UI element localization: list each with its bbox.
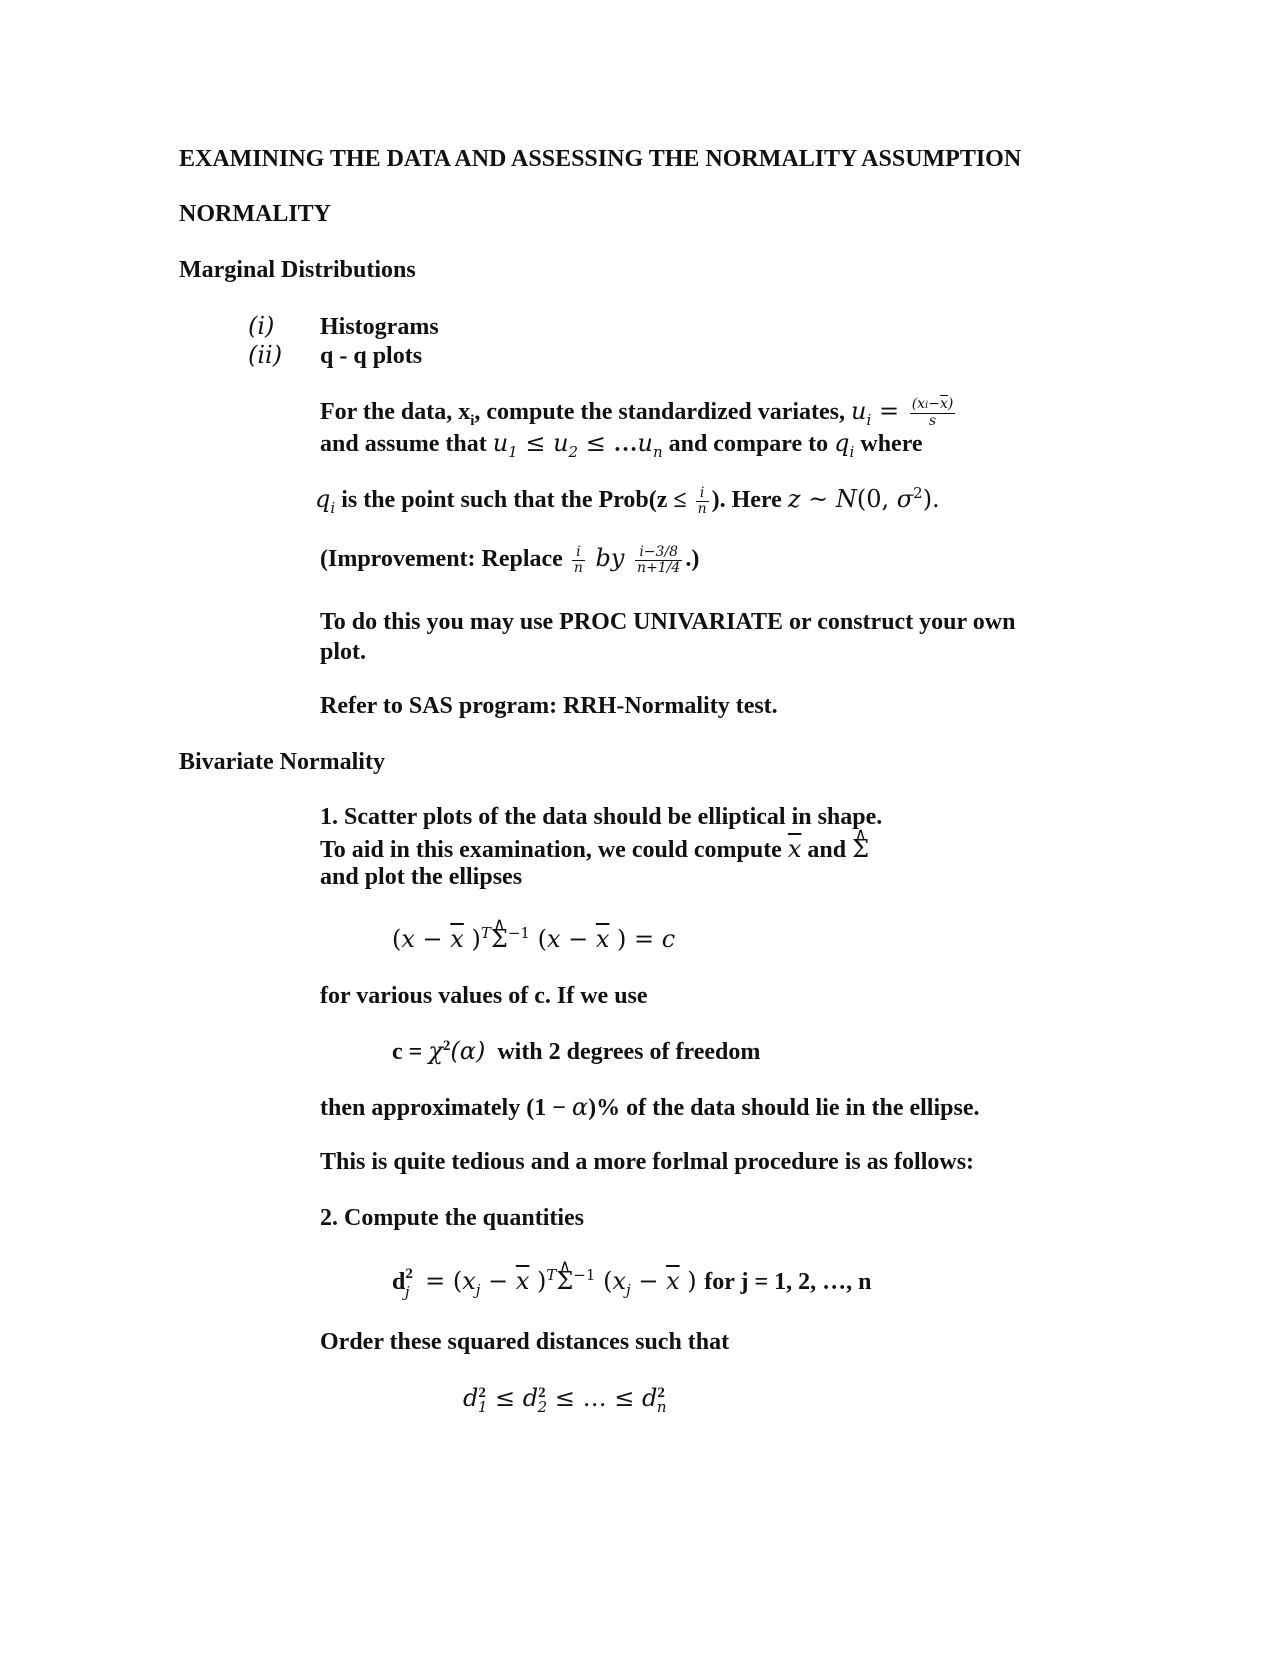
ordered-inequality: $d^2_1 \le d^2_2$ ≤ … ≤ $d^2_n$ bbox=[463, 1384, 667, 1416]
various-values-line: for various values of c. If we use bbox=[320, 983, 648, 1009]
page-title: EXAMINING THE DATA AND ASSESSING THE NORMALITY ASSUMPTION bbox=[179, 146, 1022, 172]
subheading-marginal: Marginal Distributions bbox=[179, 257, 416, 283]
order-line: Order these squared distances such that bbox=[320, 1329, 730, 1355]
qq-line-2: and assume that $u_1 \le u_2$ ≤ $\dots u_n$ and compare to $q_i$ where bbox=[320, 429, 923, 461]
improvement-line: (Improvement: Replace $\frac{i}{n}$ by $\frac{i-3/8}{n+1/4}$ .) bbox=[320, 543, 700, 576]
refer-line: Refer to SAS program: RRH-Normality test. bbox=[320, 693, 778, 719]
list-item-ii bbox=[248, 340, 422, 371]
list-marker: (i) bbox=[248, 312, 275, 340]
bivariate-p1-line3: and plot the ellipses bbox=[320, 864, 523, 890]
standardize-fraction: $\frac{(xi-\overline{x})}{s}$ bbox=[911, 396, 954, 430]
list-text: q - q plots bbox=[320, 343, 423, 369]
list-text: Histograms bbox=[320, 314, 439, 340]
ellipse-equation: ($x - \overline{x}$ )$^T$∧ $\Sigma^{-1}$ ($x - \overline{x}$ ) = c bbox=[392, 924, 675, 955]
section-heading-normality: NORMALITY bbox=[179, 201, 332, 227]
tedious-line: This is quite tedious and a more forlmal procedure is as follows: bbox=[320, 1149, 975, 1175]
bivariate-p1-line1: 1. Scatter plots of the data should be elliptical in shape. bbox=[320, 804, 883, 830]
approximately-line: then approximately (1 − α)% of the data should lie in the ellipse. bbox=[320, 1093, 980, 1121]
univariate-paragraph: To do this you may use PROC UNIVARIATE or construct your own plot. bbox=[320, 609, 1016, 665]
subheading-bivariate: Bivariate Normality bbox=[179, 749, 385, 775]
qq-line-3: $q_i$ is the point such that the Prob(z ≤ $\frac{i}{n}$ ). Here z ~ N(0, $\sigma^2$). bbox=[315, 484, 940, 517]
list-item-i bbox=[248, 311, 439, 342]
qq-line-1: For the data, $x_i$, compute the standardized variates, $u_i$ = $\frac{(xi-\overline{x})}{s}$ bbox=[320, 396, 954, 430]
list-marker: (ii) bbox=[248, 341, 283, 369]
bivariate-p1-line2: To aid in this examination, we could compute $\overline{x}$ and ∧ Σ bbox=[320, 834, 869, 865]
distance-equation: $d^2_j = (x_j - \overline{x}$ )$^T$∧ $\Sigma^{-1}$ ($x_j - \overline{x}$ ) for j = 1, 2, …, n bbox=[392, 1266, 871, 1299]
compute-line: 2. Compute the quantities bbox=[320, 1205, 585, 1231]
chi-square-line: $c = \chi^2(\alpha)$ with 2 degrees of freedom bbox=[392, 1037, 761, 1065]
